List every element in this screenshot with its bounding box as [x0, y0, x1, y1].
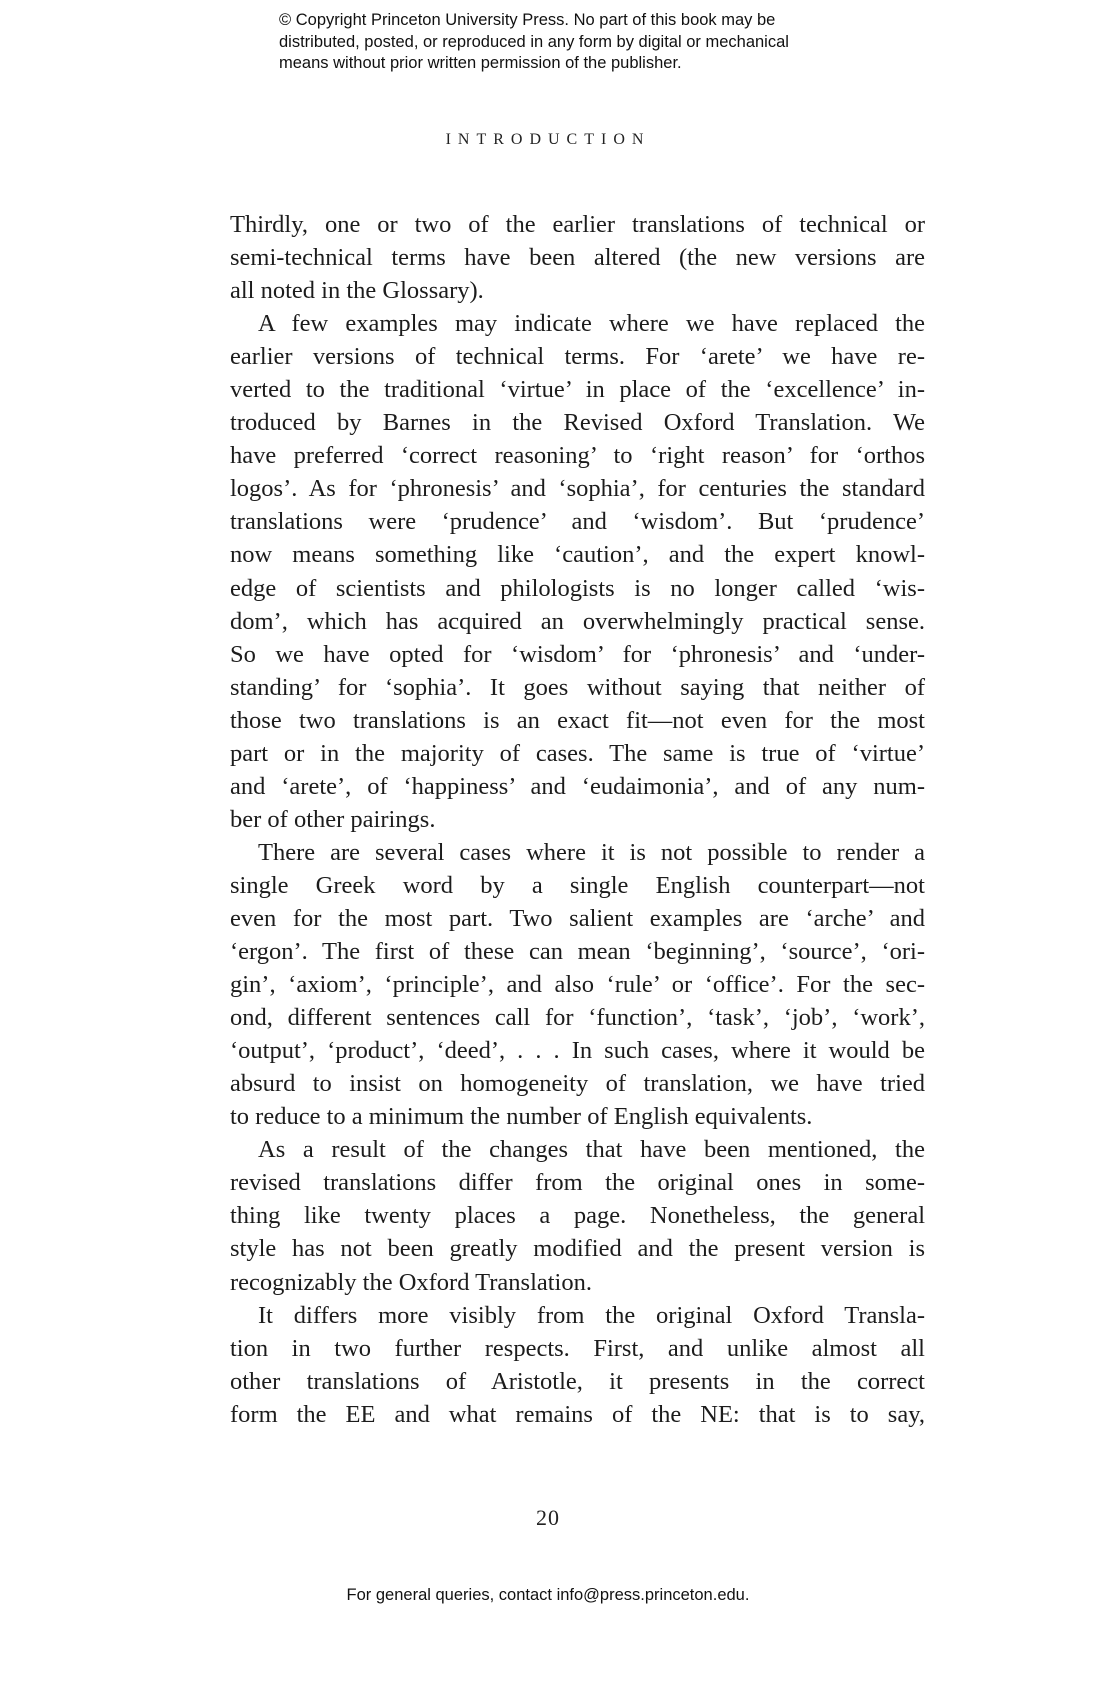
text-line: dom’, which has acquired an overwhelmingly practical sense.	[230, 607, 925, 635]
copyright-line: means without prior written permission of the publisher.	[279, 54, 682, 72]
running-head: INTRODUCTION	[445, 131, 651, 148]
text-line: edge of scientists and philologists is no longer called ‘wis-	[230, 574, 925, 602]
text-line: There are several cases where it is not possible to render a	[258, 838, 925, 866]
text-line: As a result of the changes that have been mentioned, the	[258, 1136, 925, 1164]
text-line: and ‘arete’, of ‘happiness’ and ‘eudaimonia’, and of any num-	[230, 772, 925, 800]
text-line: absurd to insist on homogeneity of translation, we have tried	[230, 1070, 925, 1098]
copyright-notice	[279, 10, 899, 75]
text-line: thing like twenty places a page. Nonetheless, the general	[230, 1202, 925, 1230]
text-line: to reduce to a minimum the number of English equivalents.	[230, 1103, 813, 1131]
text-line: standing’ for ‘sophia’. It goes without saying that neither of	[230, 673, 925, 701]
text-line: ber of other pairings.	[230, 805, 436, 833]
text-line: now means something like ‘caution’, and the expert knowl-	[230, 541, 925, 569]
text-line: verted to the traditional ‘virtue’ in place of the ‘excellence’ in-	[230, 376, 925, 404]
text-line: earlier versions of technical terms. For ‘arete’ we have re-	[230, 343, 925, 371]
text-line: have preferred ‘correct reasoning’ to ‘right reason’ for ‘orthos	[230, 442, 925, 470]
text-line: troduced by Barnes in the Revised Oxford Translation. We	[230, 409, 925, 437]
text-line: part or in the majority of cases. The same is true of ‘virtue’	[230, 739, 925, 767]
text-line: other translations of Aristotle, it presents in the correct	[230, 1367, 925, 1395]
text-line: all noted in the Glossary).	[230, 277, 484, 305]
body-text	[230, 208, 925, 1431]
text-line: semi-technical terms have been altered (the new versions are	[230, 244, 925, 272]
copyright-line: © Copyright Princeton University Press. No part of this book may be	[279, 11, 776, 29]
text-line: recognizably the Oxford Translation.	[230, 1268, 592, 1296]
text-line: ond, different sentences call for ‘function’, ‘task’, ‘job’, ‘work’,	[230, 1004, 925, 1032]
text-line: tion in two further respects. First, and unlike almost all	[230, 1334, 925, 1362]
text-line: those two translations is an exact fit—not even for the most	[230, 706, 925, 734]
text-line: translations were ‘prudence’ and ‘wisdom’. But ‘prudence’	[230, 508, 925, 536]
footer-contact: For general queries, contact info@press.princeton.edu.	[346, 1586, 750, 1604]
copyright-line: distributed, posted, or reproduced in any form by digital or mechanical	[279, 32, 789, 51]
text-line: even for the most part. Two salient examples are ‘arche’ and	[230, 904, 925, 932]
text-line: form the EE and what remains of the NE: that is to say,	[230, 1400, 925, 1428]
text-line: revised translations differ from the original ones in some-	[230, 1169, 925, 1197]
text-line: So we have opted for ‘wisdom’ for ‘phronesis’ and ‘under-	[230, 640, 925, 668]
text-line: A few examples may indicate where we have replaced the	[258, 310, 925, 338]
text-line: ‘ergon’. The first of these can mean ‘beginning’, ‘source’, ‘ori-	[230, 938, 925, 966]
text-line: style has not been greatly modified and the present version is	[230, 1235, 925, 1263]
text-line: It differs more visibly from the original Oxford Transla-	[258, 1301, 925, 1329]
text-line: Thirdly, one or two of the earlier translations of technical or	[230, 211, 925, 238]
page-number: 20	[536, 1505, 560, 1530]
text-line: ‘output’, ‘product’, ‘deed’, . . . In such cases, where it would be	[230, 1037, 925, 1065]
text-line: logos’. As for ‘phronesis’ and ‘sophia’, for centuries the standard	[230, 475, 925, 503]
text-line: single Greek word by a single English counterpart—not	[230, 871, 925, 899]
text-line: gin’, ‘axiom’, ‘principle’, and also ‘rule’ or ‘office’. For the sec-	[230, 971, 925, 999]
